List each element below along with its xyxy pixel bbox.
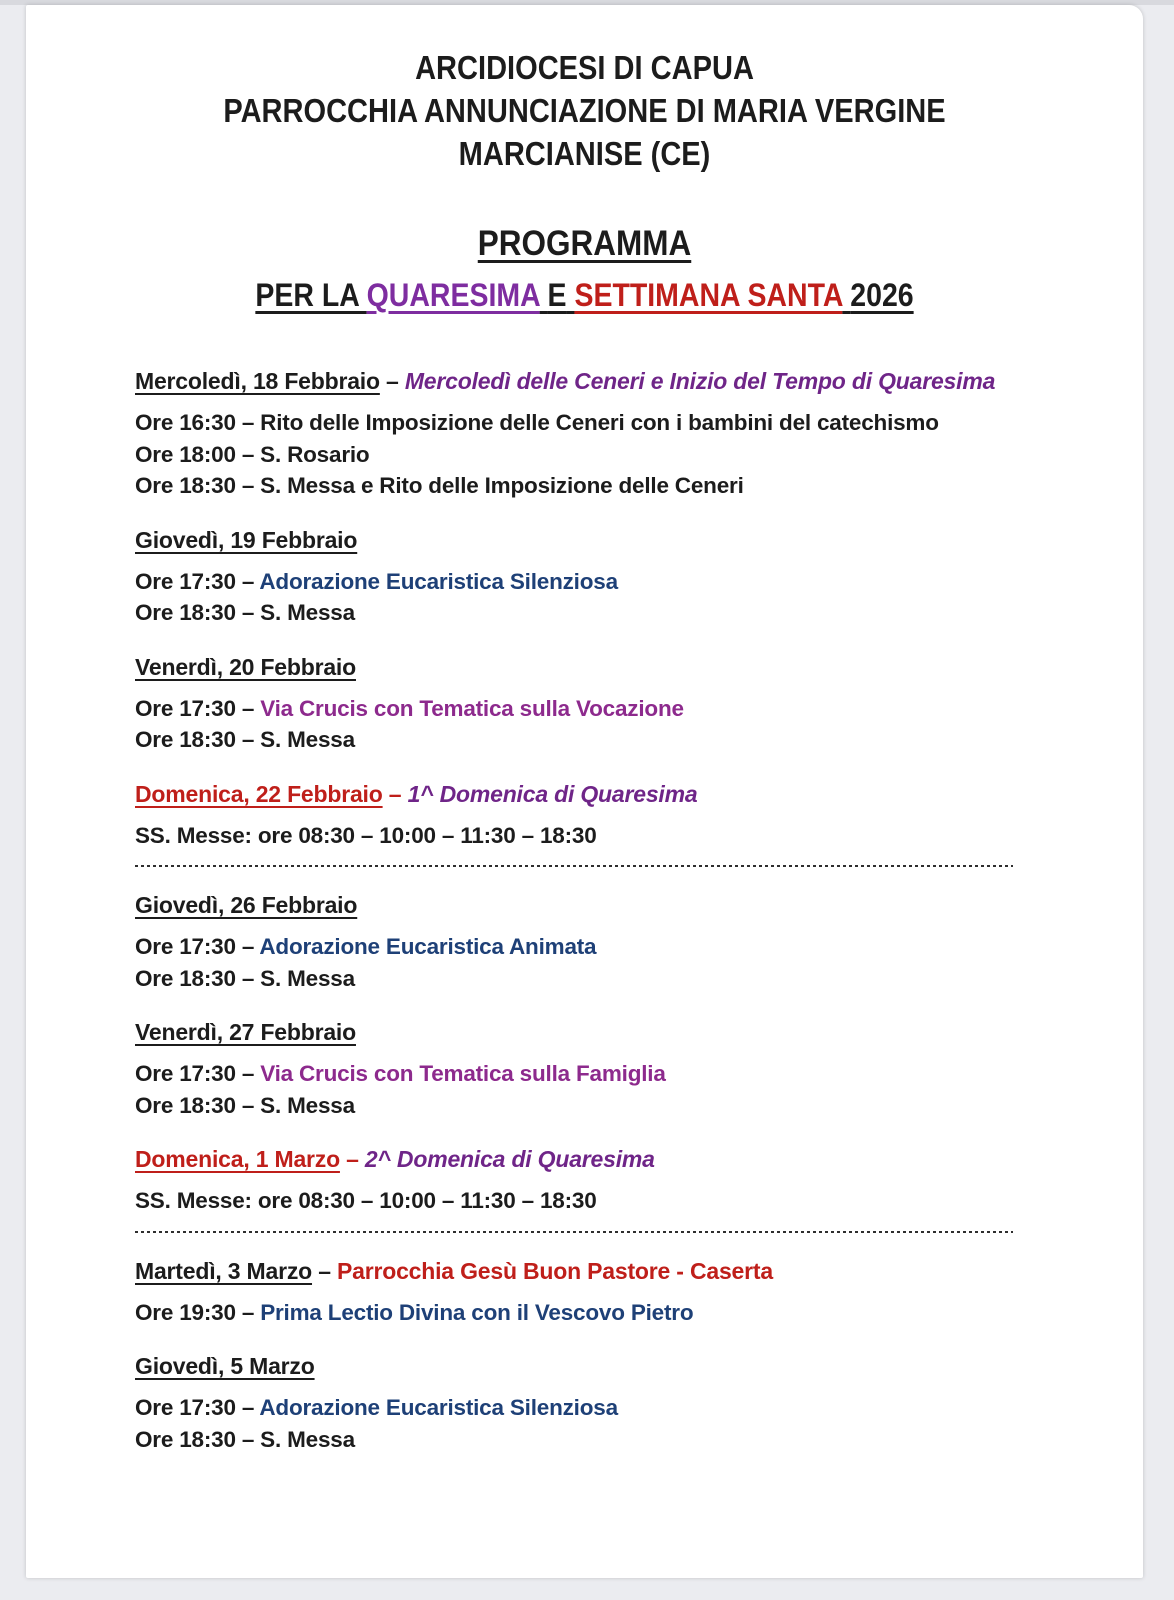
schedule-section: [135, 1351, 1013, 1455]
schedule-line: [135, 597, 1013, 629]
schedule-line: [135, 439, 1013, 471]
header-line-diocese: ARCIDIOCESI DI CAPUA: [415, 49, 754, 86]
schedule-line: [135, 724, 1013, 756]
text-segment: [842, 277, 850, 313]
section-date-heading: [135, 890, 1013, 920]
section-date-heading: [135, 366, 1013, 396]
schedule-section: [135, 1144, 1013, 1233]
section-date-heading: [135, 525, 1013, 555]
text-segment: –: [312, 1257, 337, 1284]
schedule-content: [26, 314, 1143, 1455]
text-segment: Ore 17:30 –: [135, 695, 261, 721]
schedule-line: [135, 1297, 1013, 1329]
schedule-line: [135, 1392, 1013, 1424]
text-segment: Ore 17:30 –: [135, 1061, 261, 1086]
text-segment: Adorazione Eucaristica Animata: [259, 934, 597, 959]
section-date-heading: [135, 1144, 1013, 1174]
text-segment: Venerdì, 20 Febbraio: [135, 653, 356, 680]
section-date-heading: [135, 1351, 1013, 1381]
text-segment: Giovedì, 19 Febbraio: [135, 526, 358, 553]
text-segment: PER LA: [255, 277, 367, 313]
text-segment: Ore 18:30 – S. Messa: [135, 727, 355, 752]
text-segment: Ore 19:30 –: [135, 1299, 261, 1325]
schedule-section: [135, 1017, 1013, 1121]
section-date-heading: [135, 1017, 1013, 1047]
text-segment: QUARESIMA: [366, 277, 540, 313]
header-line-parish: PARROCCHIA ANNUNCIAZIONE DI MARIA VERGINE: [223, 92, 946, 129]
schedule-section: [135, 890, 1013, 994]
text-segment: Venerdì, 27 Febbraio: [135, 1019, 356, 1045]
text-segment: Mercoledì delle Ceneri e Inizio del Tempo di Quaresima: [404, 368, 996, 394]
text-segment: Adorazione Eucaristica Silenziosa: [259, 568, 618, 594]
document-title: [82, 224, 1087, 264]
schedule-line: [135, 407, 1013, 439]
text-segment: SS. Messe: ore 08:30 – 10:00 – 11:30 – 18:30: [135, 822, 597, 848]
text-segment: Giovedì, 5 Marzo: [135, 1353, 315, 1379]
schedule-line: [135, 566, 1013, 598]
text-segment: Prima Lectio Divina con il Vescovo Pietro: [260, 1299, 694, 1325]
text-segment: 1^ Domenica di Quaresima: [407, 780, 698, 807]
text-segment: Ore 17:30 –: [135, 934, 260, 959]
text-segment: Ore 17:30 –: [135, 568, 260, 594]
section-date-heading: [135, 779, 1013, 809]
document-page: [26, 5, 1143, 1578]
text-segment: Ore 18:00 – S. Rosario: [135, 441, 370, 467]
schedule-line: [135, 1058, 1013, 1090]
text-segment: Ore 18:30 – S. Messa: [135, 600, 355, 625]
text-segment: Parrocchia Gesù Buon Pastore - Caserta: [337, 1257, 773, 1284]
text-segment: –: [382, 780, 408, 807]
text-segment: Domenica, 1 Marzo: [135, 1146, 340, 1172]
schedule-line: [135, 963, 1013, 995]
text-segment: Adorazione Eucaristica Silenziosa: [259, 1395, 618, 1420]
schedule-line: [135, 693, 1013, 725]
text-segment: –: [379, 368, 405, 394]
text-segment: Ore 18:30 – S. Messa: [135, 1092, 355, 1118]
text-segment: Ore 18:30 – S. Messa: [135, 1426, 355, 1452]
text-segment: Ore 16:30 – Rito delle Imposizione delle Ceneri con i bambini del catechismo: [135, 410, 939, 435]
schedule-line: [135, 470, 1013, 502]
text-segment: Ore 17:30 –: [135, 1395, 260, 1420]
schedule-line: [135, 1424, 1013, 1456]
text-segment: E: [547, 277, 567, 313]
section-divider: [135, 1231, 1013, 1233]
schedule-section: [135, 1256, 1013, 1329]
text-segment: Martedì, 3 Marzo: [135, 1257, 313, 1284]
text-segment: [540, 277, 548, 313]
document-subtitle: [87, 277, 1081, 314]
schedule-section: [135, 652, 1013, 756]
text-segment: 2^ Domenica di Quaresima: [364, 1146, 655, 1172]
schedule-line: [135, 1090, 1013, 1122]
schedule-line: [135, 1185, 1013, 1217]
text-segment: Domenica, 22 Febbraio: [135, 780, 383, 807]
text-segment: 2026: [850, 277, 914, 313]
text-segment: Via Crucis con Tematica sulla Vocazione: [260, 695, 684, 721]
document-title-text: PROGRAMMA: [477, 224, 692, 263]
schedule-section: [135, 366, 1013, 502]
text-segment: SS. Messe: ore 08:30 – 10:00 – 11:30 – 18:30: [135, 1188, 597, 1213]
text-segment: Mercoledì, 18 Febbraio: [135, 368, 380, 394]
text-segment: Giovedì, 26 Febbraio: [135, 892, 358, 918]
schedule-section: [135, 525, 1013, 629]
text-segment: Ore 18:30 – S. Messa: [135, 965, 355, 991]
section-date-heading: [135, 652, 1013, 682]
text-segment: Ore 18:30 – S. Messa e Rito delle Imposizione delle Ceneri: [135, 473, 744, 498]
schedule-section: [135, 779, 1013, 868]
text-segment: Via Crucis con Tematica sulla Famiglia: [260, 1061, 666, 1086]
section-date-heading: [135, 1256, 1013, 1286]
section-divider: [135, 865, 1013, 867]
schedule-line: [135, 820, 1013, 852]
text-segment: SETTIMANA SANTA: [574, 277, 843, 313]
text-segment: –: [339, 1146, 365, 1172]
schedule-line: [135, 931, 1013, 963]
header-line-city: MARCIANISE (CE): [458, 135, 711, 172]
document-header: [26, 5, 1143, 175]
